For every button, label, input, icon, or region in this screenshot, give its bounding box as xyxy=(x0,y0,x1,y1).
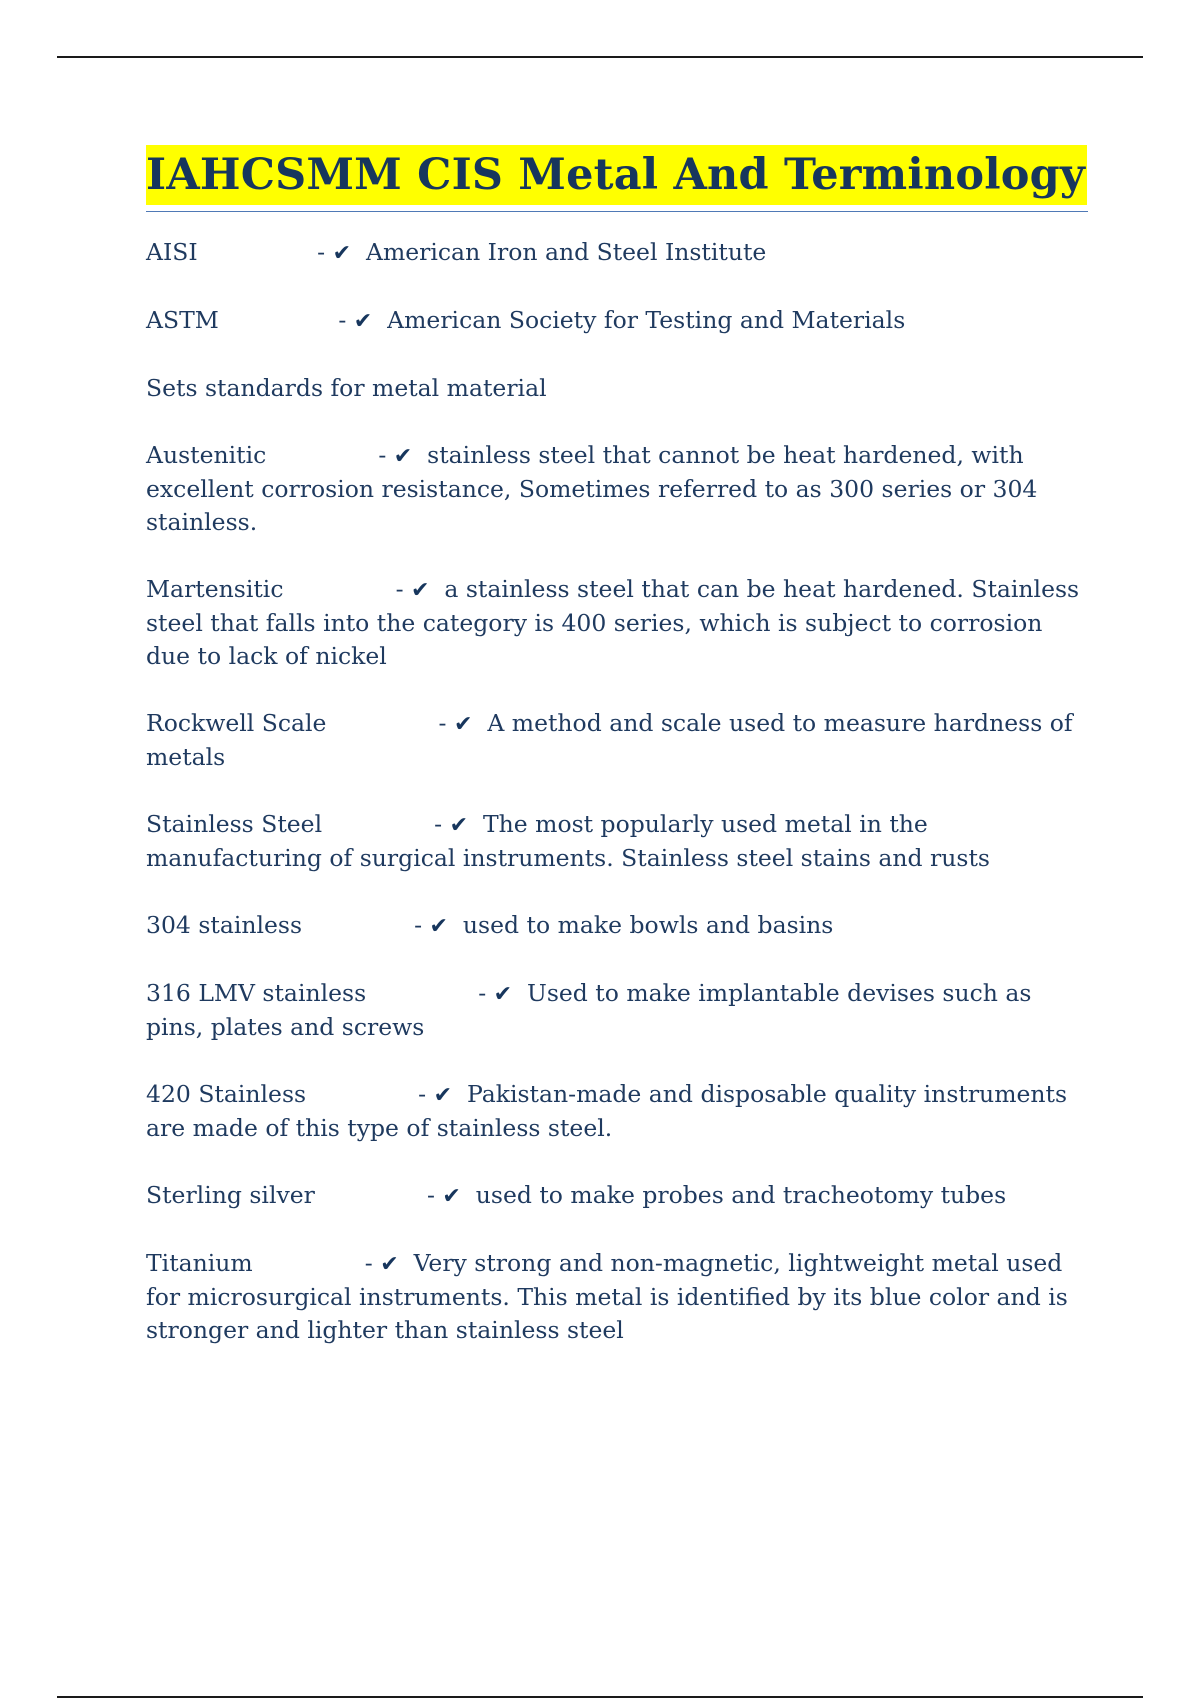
glossary-entry xyxy=(146,1247,1088,1347)
entry-separator: - xyxy=(419,1181,443,1209)
footer-rule xyxy=(57,1696,1143,1698)
glossary-entry xyxy=(146,236,1088,270)
title-block xyxy=(146,145,1088,212)
entry-pad xyxy=(306,1080,411,1108)
checkmark-icon: ✔ xyxy=(449,813,469,838)
entry-definition: Very strong and non-magnetic, lightweight metal used for microsurgical instruments. This metal is identified by its blue color and is stronger and lighter than stainless steel xyxy=(146,1249,1068,1344)
entry-separator: - xyxy=(357,1249,381,1277)
entry-pad xyxy=(315,1181,420,1209)
checkmark-icon: ✔ xyxy=(380,1252,399,1277)
entry-term: ASTM xyxy=(146,306,219,334)
entry-separator: - xyxy=(330,306,354,334)
entry-separator: - xyxy=(470,979,494,1007)
entry-pad xyxy=(302,911,407,939)
checkmark-icon: ✔ xyxy=(410,578,430,603)
entry-definition: a stainless steel that can be heat hardened. Stainless steel that falls into the category is 400 series, which is subject to corrosion due to lack of nickel xyxy=(146,575,1080,670)
checkmark-icon: ✔ xyxy=(493,982,513,1007)
checkmark-icon: ✔ xyxy=(453,712,473,737)
entry-separator: - xyxy=(309,238,333,266)
glossary-entry xyxy=(146,1179,1088,1213)
entry-pad xyxy=(253,1249,358,1277)
glossary-note: Sets standards for metal material xyxy=(146,374,547,402)
entry-pad xyxy=(219,306,331,334)
entry-separator: - xyxy=(410,1080,434,1108)
header-rule xyxy=(57,56,1143,58)
entry-term: Austenitic xyxy=(146,441,267,469)
glossary-entry xyxy=(146,439,1088,539)
entry-definition: American Society for Testing and Materials xyxy=(387,306,906,334)
entry-definition: used to make bowls and basins xyxy=(462,911,834,939)
checkmark-icon: ✔ xyxy=(353,309,373,334)
glossary-entry xyxy=(146,808,1088,875)
entry-definition: The most popularly used metal in the manufacturing of surgical instruments. Stainless steel stains and rusts xyxy=(146,810,990,872)
glossary-entry xyxy=(146,1078,1088,1145)
entry-term: Rockwell Scale xyxy=(146,709,327,737)
entry-separator: - xyxy=(426,810,450,838)
entry-definition: Used to make implantable devises such as pins, plates and screws xyxy=(146,979,1032,1041)
checkmark-icon: ✔ xyxy=(429,914,448,939)
entry-pad xyxy=(284,575,389,603)
checkmark-icon: ✔ xyxy=(393,444,413,469)
entry-separator: - xyxy=(388,575,411,603)
entry-pad xyxy=(266,441,371,469)
entry-separator: - xyxy=(406,911,430,939)
checkmark-icon: ✔ xyxy=(332,241,352,266)
entry-term: 304 stainless xyxy=(146,911,303,939)
entry-term: AISI xyxy=(146,238,198,266)
entry-term: Martensitic xyxy=(146,575,284,603)
entry-definition: A method and scale used to measure hardness of metals xyxy=(146,709,1073,771)
entry-pad xyxy=(366,979,471,1007)
glossary-entry xyxy=(146,573,1088,673)
glossary-entry xyxy=(146,909,1088,943)
glossary-entry xyxy=(146,707,1088,774)
glossary-list xyxy=(146,236,1088,1347)
glossary-entry xyxy=(146,304,1088,338)
entry-definition: Pakistan-made and disposable quality instruments are made of this type of stainless steel. xyxy=(146,1080,1068,1142)
entry-term: 420 Stainless xyxy=(146,1080,307,1108)
checkmark-icon: ✔ xyxy=(442,1184,461,1209)
entry-term: Titanium xyxy=(146,1249,253,1277)
entry-separator: - xyxy=(431,709,454,737)
glossary-entry xyxy=(146,977,1088,1044)
entry-definition: used to make probes and tracheotomy tubes xyxy=(475,1181,1007,1209)
entry-term: 316 LMV stainless xyxy=(146,979,367,1007)
entry-pad xyxy=(326,709,431,737)
document-body xyxy=(146,145,1088,1381)
entry-separator: - xyxy=(370,441,394,469)
entry-term: Sterling silver xyxy=(146,1181,315,1209)
entry-term: Stainless Steel xyxy=(146,810,323,838)
entry-definition: American Iron and Steel Institute xyxy=(365,238,767,266)
entry-pad xyxy=(322,810,427,838)
checkmark-icon: ✔ xyxy=(433,1083,452,1108)
page-title: IAHCSMM CIS Metal And Terminology xyxy=(146,145,1087,205)
entry-definition: stainless steel that cannot be heat hardened, with excellent corrosion resistance, Sometimes referred to as 300 series or 304 stainless. xyxy=(146,441,1038,536)
entry-pad xyxy=(198,238,310,266)
